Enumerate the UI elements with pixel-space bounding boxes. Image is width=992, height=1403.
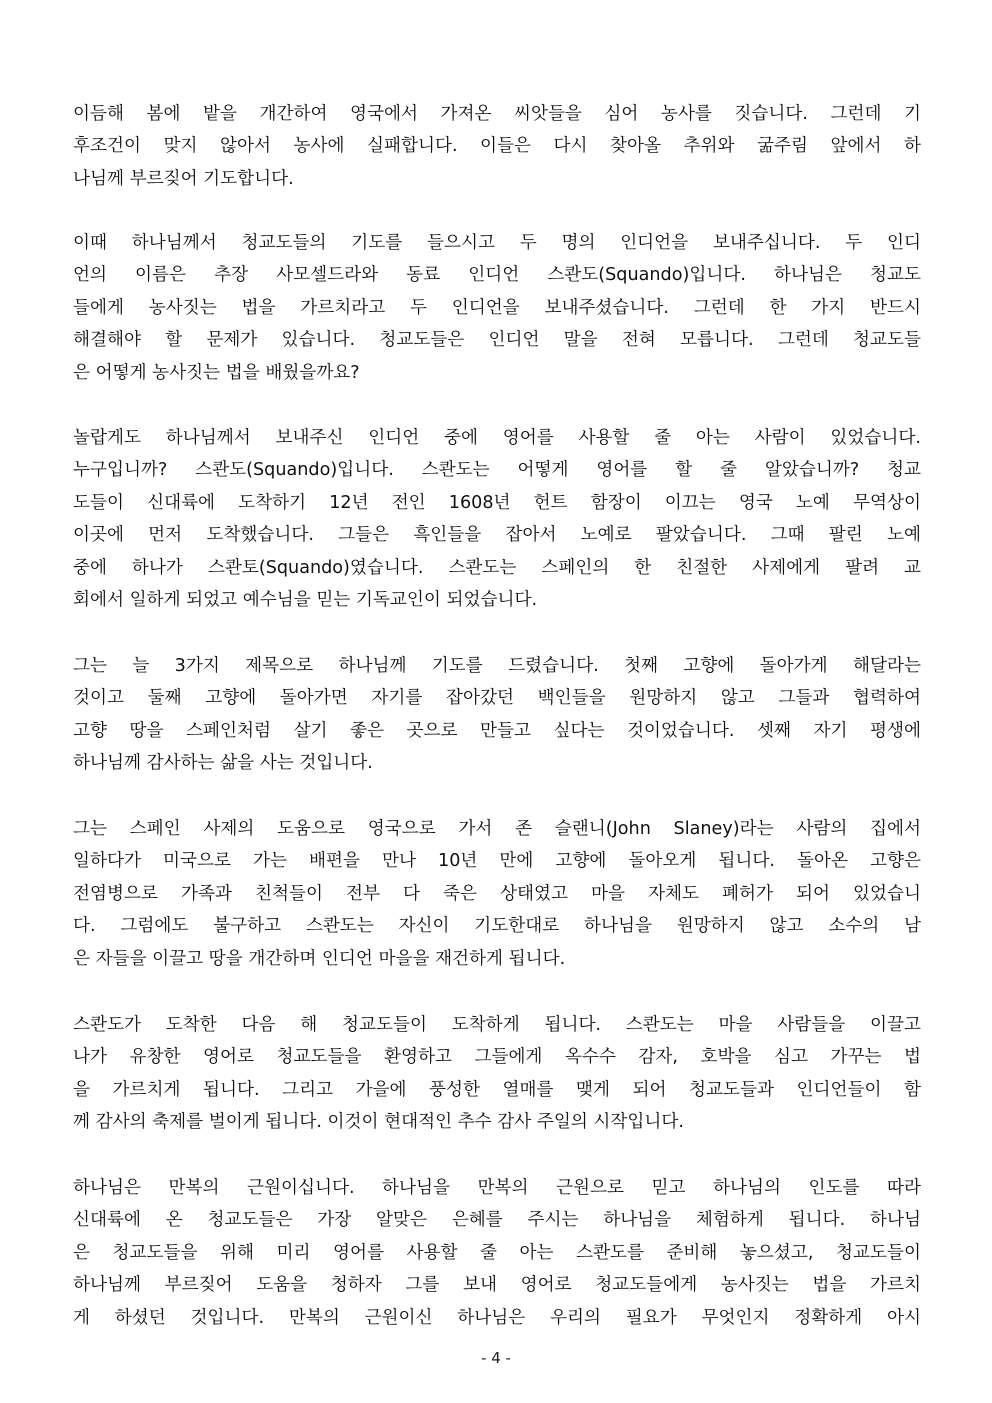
text-line: 게 하셨던 것입니다. 만복의 근원이신 하나님은 우리의 필요가 무엇인지 정확하게 아시 (73, 1307, 921, 1328)
text-line: 이곳에 먼저 도착했습니다. 그들은 흑인들을 잡아서 노예로 팔았습니다. 그때 팔린 노예 (73, 525, 921, 546)
text-line: 스콴도가 도착한 다음 해 청교도들이 도착하게 됩니다. 스콴도는 마을 사람들을 이끌고 (73, 1015, 921, 1035)
text-line: 전염병으로 가족과 친척들이 전부 다 죽은 상태였고 마을 자체도 폐허가 되어 있었습니 (73, 883, 921, 904)
text-line: 은 어떻게 농사짓는 법을 배웠을까요? (73, 362, 360, 383)
text-line: 일하다가 미국으로 가는 배편을 만나 10년 만에 고향에 돌아오게 됩니다. 돌아온 고향은 (73, 851, 921, 872)
paragraph-3 (73, 422, 921, 616)
text-line: 것이고 둘째 고향에 돌아가면 자기를 잡아갔던 백인들을 원망하지 않고 그들과 협력하여 (73, 688, 921, 709)
text-line: 회에서 일하게 되었고 예수님을 믿는 기독교인이 되었습니다. (73, 589, 538, 610)
text-line: 하나님께 부르짖어 도움을 청하자 그를 보내 영어로 청교도들에게 농사짓는 법을 가르치 (73, 1275, 921, 1296)
text-line: 도들이 신대륙에 도착하기 12년 전인 1608년 헌트 함장이 이끄는 영국 노예 무역상이 (73, 492, 921, 513)
text-line: 이듬해 봄에 밭을 개간하여 영국에서 가져온 씨앗들을 심어 농사를 짓습니다. 그런데 기 (73, 104, 921, 124)
text-line: 그는 스페인 사제의 도움으로 영국으로 가서 존 슬랜니(John Slaney)라는 사람의 집에서 (73, 819, 921, 839)
text-line: 누구입니까? 스콴도(Squando)입니다. 스콴도는 어떻게 영어를 할 줄 알았습니까? 청교 (73, 460, 921, 481)
text-line: 나님께 부르짖어 기도합니다. (73, 168, 294, 189)
paragraph-6 (73, 1009, 921, 1139)
text-line: 나가 유창한 영어로 청교도들을 환영하고 그들에게 옥수수 감자, 호박을 심고 가꾸는 법 (73, 1047, 921, 1068)
text-line: 은 자들을 이끌고 땅을 개간하며 인디언 마을을 재건하게 됩니다. (73, 948, 566, 969)
paragraph-5 (73, 813, 921, 975)
text-line: 해결해야 할 문제가 있습니다. 청교도들은 인디언 말을 전혀 모릅니다. 그런데 청교도들 (73, 330, 921, 351)
paragraph-4 (73, 650, 921, 780)
text-line: 신대륙에 온 청교도들은 가장 알맞은 은혜를 주시는 하나님을 체험하게 됩니다. 하나님 (73, 1210, 921, 1231)
text-line: 중에 하나가 스콴토(Squando)였습니다. 스콴도는 스페인의 한 친절한 사제에게 팔려 교 (73, 557, 921, 578)
paragraph-1 (73, 98, 921, 195)
text-line: 을 가르치게 됩니다. 그리고 가을에 풍성한 열매를 맺게 되어 청교도들과 인디언들이 함 (73, 1079, 921, 1100)
text-line: 그는 늘 3가지 제목으로 하나님께 기도를 드렸습니다. 첫째 고향에 돌아가게 해달라는 (73, 656, 921, 676)
text-line: 들에게 농사짓는 법을 가르치라고 두 인디언을 보내주셨습니다. 그런데 한 가지 반드시 (73, 297, 921, 318)
text-line: 이때 하나님께서 청교도들의 기도를 들으시고 두 명의 인디언을 보내주십니다. 두 인디 (73, 233, 921, 253)
text-line: 께 감사의 축제를 벌이게 됩니다. 이것이 현대적인 추수 감사 주일의 시작입니다. (73, 1112, 684, 1133)
text-line: 하나님은 만복의 근원이십니다. 하나님을 만복의 근원으로 믿고 하나님의 인도를 따라 (73, 1178, 921, 1198)
text-line: 후조건이 맞지 않아서 농사에 실패합니다. 이들은 다시 찾아올 추위와 굶주림 앞에서 하 (73, 136, 921, 157)
text-line: 다. 그럼에도 불구하고 스콴도는 자신이 기도한대로 하나님을 원망하지 않고 소수의 남 (73, 916, 921, 937)
text-line: 고향 땅을 스페인처럼 살기 좋은 곳으로 만들고 싶다는 것이었습니다. 셋째 자기 평생에 (73, 720, 921, 741)
text-line: 놀랍게도 하나님께서 보내주신 인디언 중에 영어를 사용할 줄 아는 사람이 있었습니다. (73, 428, 921, 448)
text-line: 하나님께 감사하는 삶을 사는 것입니다. (73, 753, 373, 774)
paragraph-7 (73, 1172, 921, 1334)
paragraph-2 (73, 227, 921, 389)
text-line: 은 청교도들을 위해 미리 영어를 사용할 줄 아는 스콴도를 준비해 놓으셨고, 청교도들이 (73, 1242, 921, 1263)
page-number: - 4 - (481, 1349, 511, 1367)
text-line: 언의 이름은 추장 사모셀드라와 동료 인디언 스콴도(Squando)입니다. 하나님은 청교도 (73, 265, 921, 286)
